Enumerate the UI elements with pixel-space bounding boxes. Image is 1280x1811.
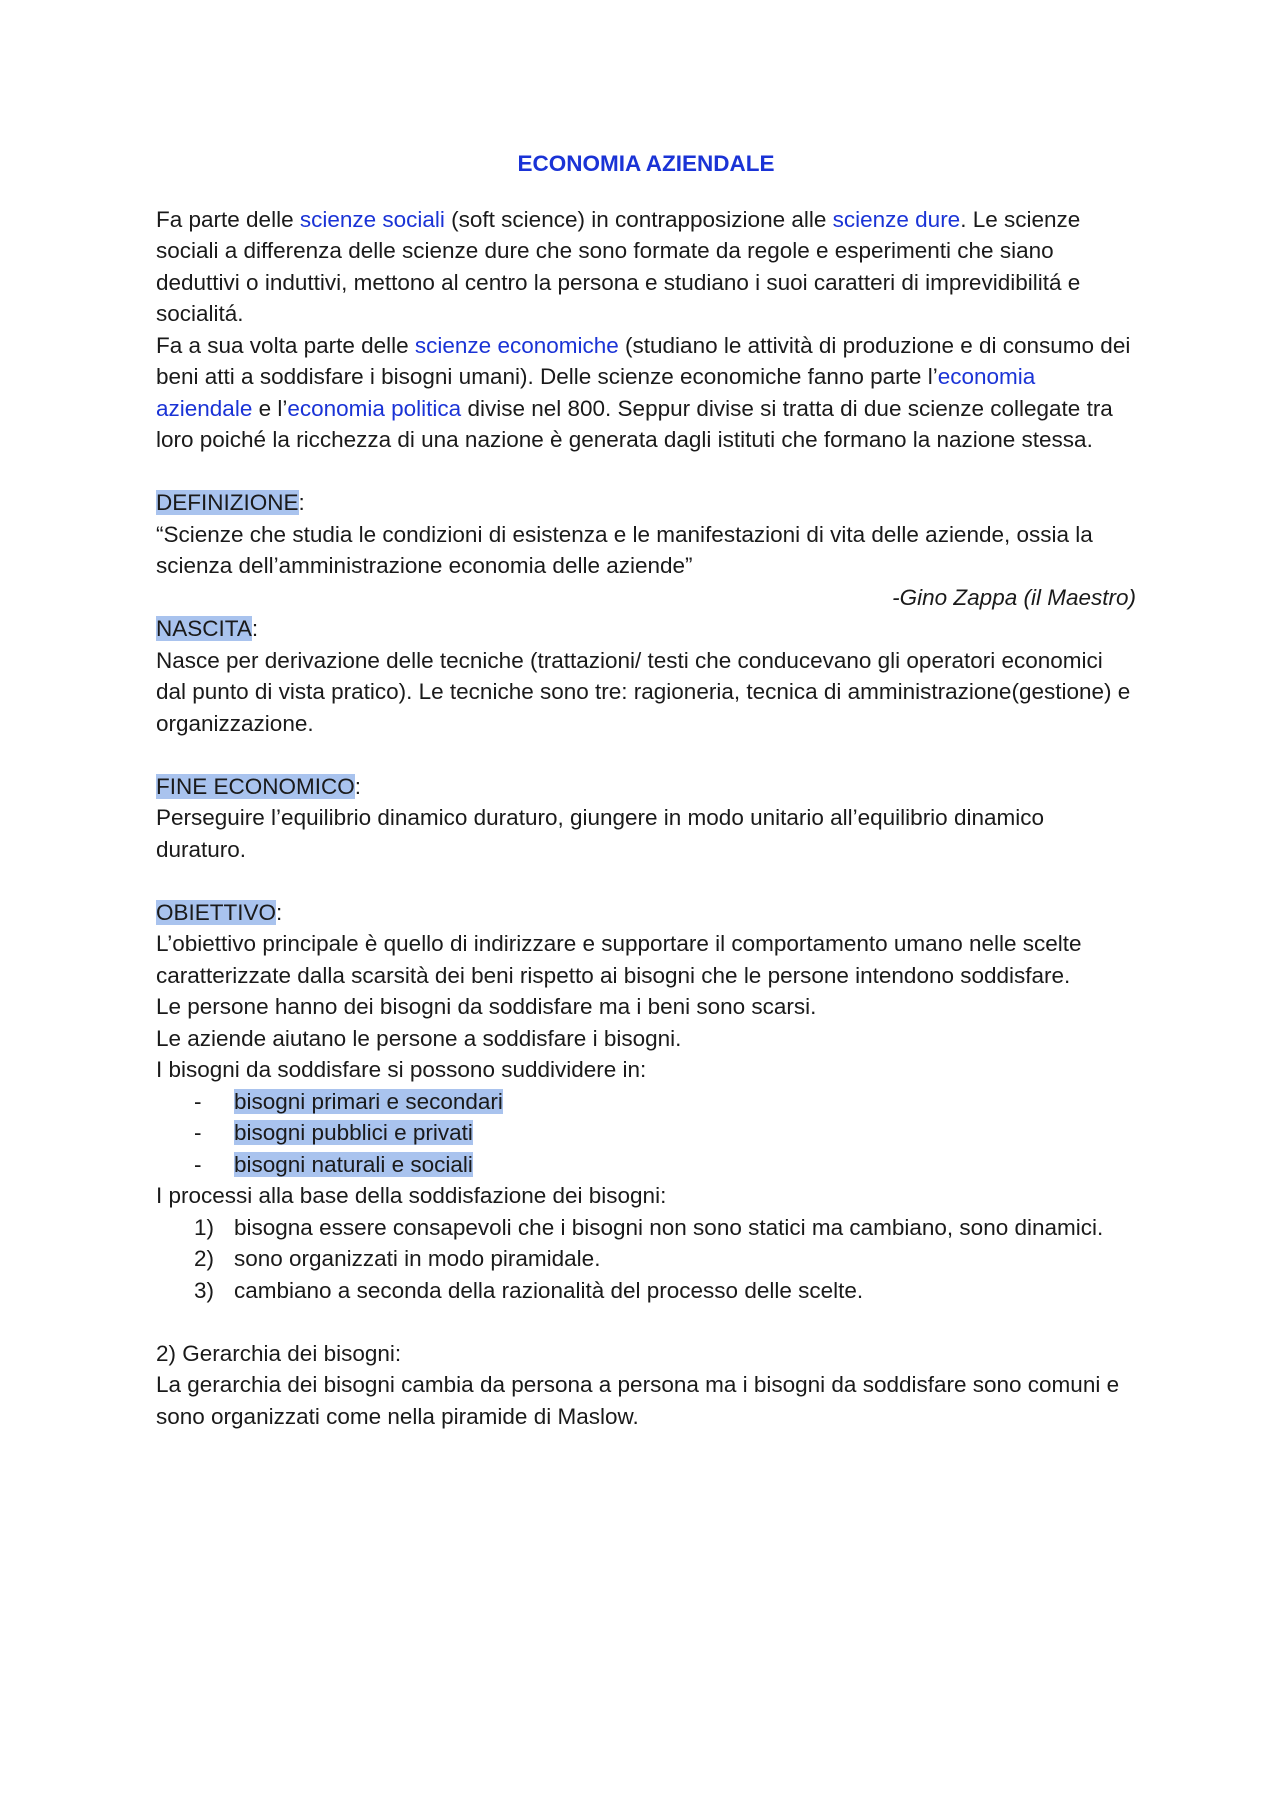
spacer [156,865,1136,897]
colon: : [354,773,362,799]
dash-marker: - [194,1151,202,1177]
list-item [194,1243,1136,1275]
nascita-text: Nasce per derivazione delle tecniche (trattazioni/ testi che conducevano gli operatori economici dal punto di vista pratico). Le tecniche sono tre: ragioneria, tecnica di amministrazione(gestione) e organizzazione. [156,647,1131,736]
list-item [194,1275,1136,1307]
list-item [194,1086,1136,1118]
processi-list [156,1212,1136,1307]
spacer [156,1306,1136,1338]
page-title: ECONOMIA AZIENDALE [517,151,775,176]
term-scienze-dure: scienze dure [832,206,961,232]
list-item-text: bisogni naturali e sociali [234,1151,473,1177]
number-marker: 2) [194,1246,215,1271]
number-marker: 1) [194,1214,215,1240]
obiettivo-text: I processi alla base della soddisfazione dei bisogni: [156,1183,667,1208]
obiettivo-text: Le persone hanno dei bisogni da soddisfare ma i beni sono scarsi. [156,994,817,1019]
term-economia-politica: economia politica [287,395,462,421]
list-item-text: bisogni primari e secondari [234,1088,503,1114]
list-item [194,1149,1136,1181]
text-run: Fa a sua volta parte delle [156,332,415,358]
text-run: . Le scienze sociali a differenza delle scienze dure che sono formate da regole e esperimenti che siano deduttivi o induttivi, mettono al centro la persona e studiano i suoi caratteri di imprevidibilitá e socialitá. [156,206,1081,326]
colon: : [298,490,305,515]
obiettivo-heading [156,897,1136,929]
term-scienze-sociali: scienze sociali [299,206,445,232]
list-item [194,1117,1136,1149]
quote-author: -Gino Zappa (il Maestro) [892,584,1136,610]
list-item-text: bisogna essere consapevoli che i bisogni non sono statici ma cambiano, sono dinamici. [234,1214,1104,1240]
text-run: e l’ [252,395,288,421]
text-run: divise nel 800. Seppur divise si tratta di due scienze collegate tra loro poiché la ricchezza di una nazione è generata dagli istituti che formano la nazione stessa. [156,395,1113,452]
list-item-text: sono organizzati in modo piramidale. [234,1246,601,1271]
spacer [156,739,1136,771]
highlighted-heading: OBIETTIVO [156,899,277,925]
term-scienze-economiche: scienze economiche [414,332,619,358]
gerarchia-text: La gerarchia dei bisogni cambia da persona a persona ma i bisogni da soddisfare sono comuni e sono organizzati come nella piramide di Maslow. [156,1372,1120,1429]
highlighted-heading: DEFINIZIONE [156,490,299,515]
dash-marker: - [194,1088,202,1114]
text-run: Fa parte delle [156,206,300,232]
text-run: (studiano le attività di produzione e di consumo dei beni atti a soddisfare i bisogni umani). Delle scienze economiche fanno parte l’ [156,332,1131,389]
fine-economico-text: Perseguire l’equilibrio dinamico duraturo, giungere in modo unitario all’equilibrio dinamico duraturo. [156,805,1044,862]
list-item-text: cambiano a seconda della razionalità del processo delle scelte. [234,1277,864,1303]
highlighted-heading: NASCITA [156,616,252,641]
obiettivo-text: I bisogni da soddisfare si possono suddividere in: [156,1057,647,1082]
fine-economico-heading [156,771,1136,803]
obiettivo-text: L’obiettivo principale è quello di indirizzare e supportare il comportamento umano nelle scelte caratterizzate dalla scarsità dei beni rispetto ai bisogni che le persone intendono soddisfare. [156,931,1082,988]
dash-marker: - [194,1120,202,1145]
list-item [194,1212,1136,1244]
text-run: (soft science) in contrapposizione alle [444,206,833,232]
spacer [156,456,1136,488]
colon: : [276,899,283,925]
nascita-heading [156,613,1136,645]
intro-paragraph-1 [156,204,1136,330]
definizione-quote: “Scienze che studia le condizioni di esistenza e le manifestazioni di vita delle aziende, ossia la scienza dell’amministrazione economia delle aziende” [156,521,1093,578]
colon: : [251,616,259,641]
highlighted-heading: FINE ECONOMICO [156,773,355,799]
obiettivo-text: Le aziende aiutano le persone a soddisfare i bisogni. [156,1025,682,1051]
number-marker: 3) [194,1277,215,1303]
intro-paragraph-2 [156,330,1136,456]
gerarchia-heading: 2) Gerarchia dei bisogni: [156,1340,402,1366]
document-page [156,148,1136,1432]
list-item-text: bisogni pubblici e privati [234,1120,473,1145]
bisogni-list [156,1086,1136,1181]
definizione-heading [156,487,1136,519]
term-economia-aziendale: economia aziendale [156,364,1036,421]
